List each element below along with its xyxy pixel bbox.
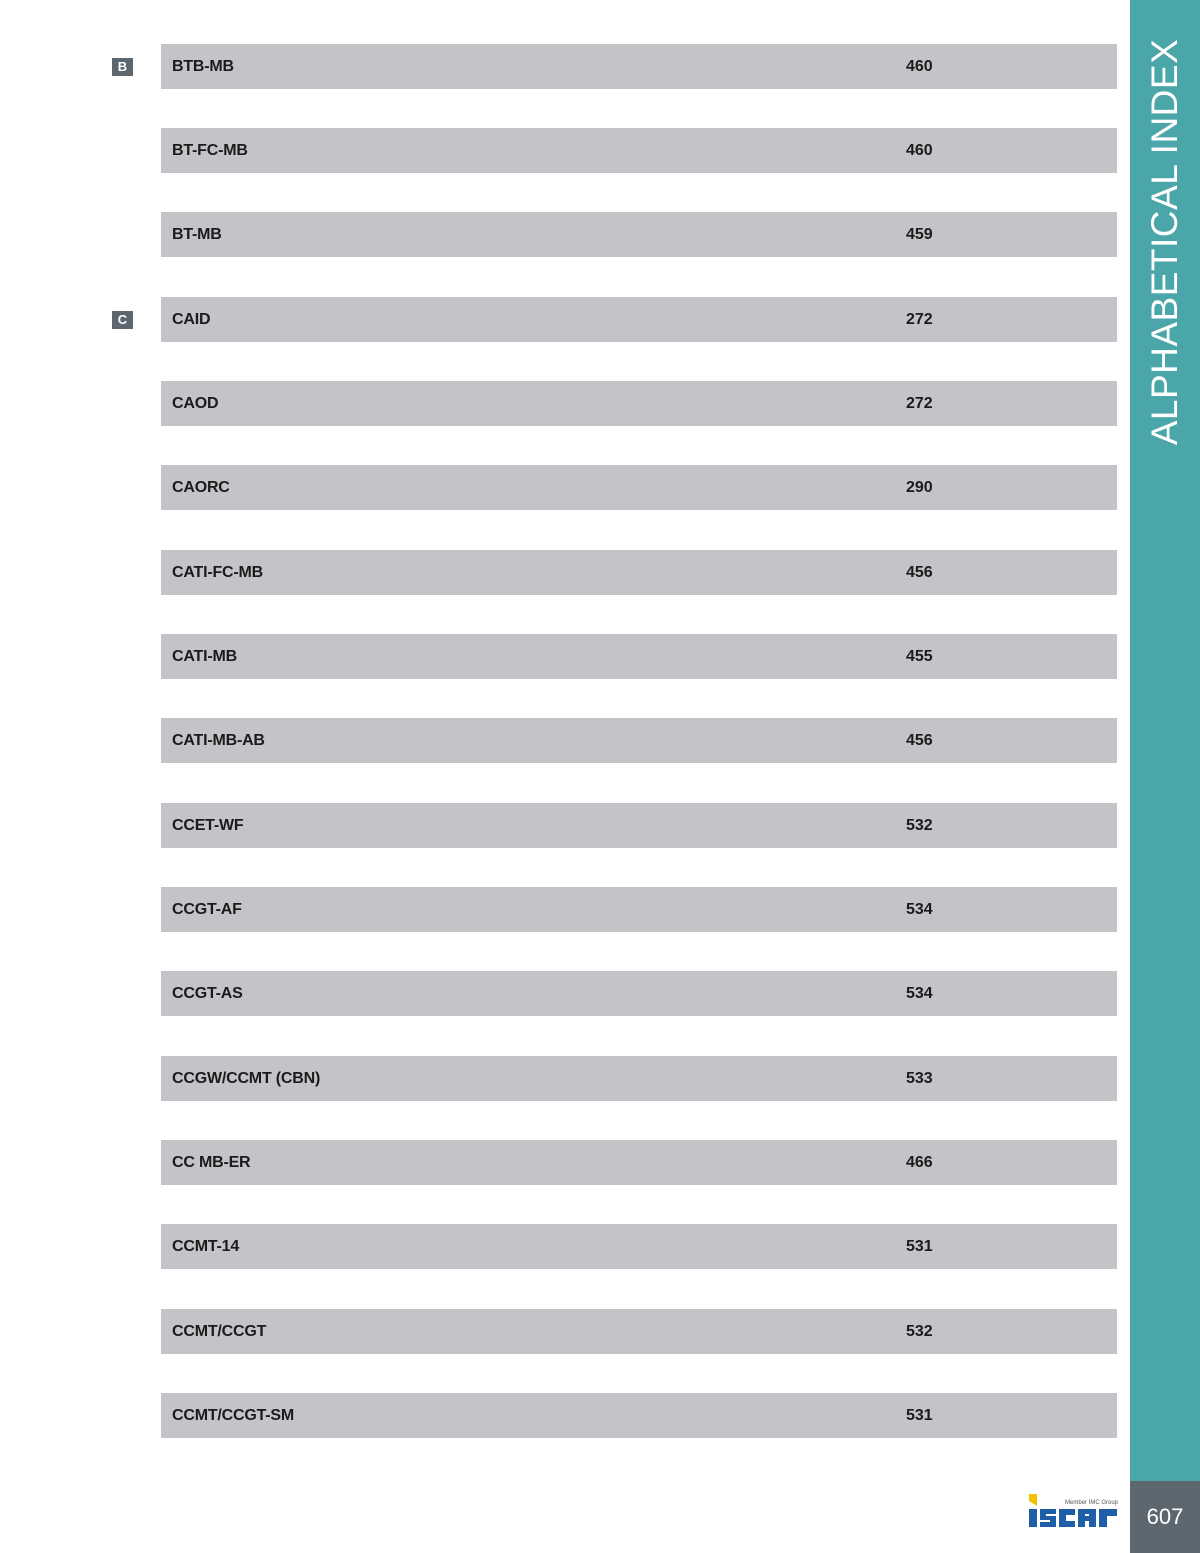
sidebar-tab — [1130, 0, 1200, 1481]
entry-name: BTB-MB — [172, 58, 234, 75]
logo-letter-c — [1059, 1509, 1075, 1527]
index-row — [161, 1309, 1117, 1354]
index-row — [161, 887, 1117, 932]
entry-name: CAID — [172, 311, 211, 328]
letter-badge: C — [112, 311, 133, 329]
entry-name: CCMT/CCGT — [172, 1323, 267, 1340]
index-row — [161, 1056, 1117, 1101]
entry-page: 466 — [906, 1154, 933, 1171]
entry-page: 534 — [906, 985, 933, 1002]
entry-page: 534 — [906, 901, 933, 918]
logo-caption: Member IMC Group — [1064, 1500, 1118, 1506]
entry-name: CAOD — [172, 395, 219, 412]
entry-name: CCGT-AF — [172, 901, 242, 918]
entry-name: CATI-MB — [172, 648, 237, 665]
entry-name: CCMT/CCGT-SM — [172, 1407, 295, 1424]
index-row — [161, 1140, 1117, 1185]
logo-yellow-mark — [1029, 1494, 1037, 1506]
entry-name: CCET-WF — [172, 817, 244, 834]
index-row — [161, 1393, 1117, 1438]
entry-page: 459 — [906, 226, 933, 243]
entry-page: 531 — [906, 1238, 933, 1255]
entry-page: 456 — [906, 564, 933, 581]
entry-page: 272 — [906, 311, 933, 328]
entry-name: CCGW/CCMT (CBN) — [172, 1070, 321, 1087]
index-row — [161, 1224, 1117, 1269]
logo-letter-s — [1040, 1509, 1056, 1527]
entry-name: CCGT-AS — [172, 985, 243, 1002]
entry-name: BT-MB — [172, 226, 222, 243]
index-row — [161, 381, 1117, 426]
entry-page: 456 — [906, 732, 933, 749]
iscar-logo-icon — [1026, 1492, 1120, 1530]
section-title: ALPHABETICAL INDEX — [1144, 38, 1185, 446]
index-row — [161, 44, 1117, 89]
entry-page: 272 — [906, 395, 933, 412]
letter-badge: B — [112, 58, 133, 76]
entry-page: 532 — [906, 1323, 933, 1340]
entry-name: CCMT-14 — [172, 1238, 240, 1255]
index-row — [161, 465, 1117, 510]
entry-page: 455 — [906, 648, 933, 665]
logo-letter-i — [1029, 1509, 1037, 1527]
page-number: 607 — [1130, 1481, 1200, 1553]
entry-page: 460 — [906, 58, 933, 75]
logo-letter-a — [1078, 1509, 1096, 1527]
index-row — [161, 212, 1117, 257]
index-row — [161, 803, 1117, 848]
entry-name: CC MB-ER — [172, 1154, 251, 1171]
entry-page: 532 — [906, 817, 933, 834]
index-row — [161, 718, 1117, 763]
entry-page: 533 — [906, 1070, 933, 1087]
entry-name: CATI-FC-MB — [172, 564, 264, 581]
index-row — [161, 550, 1117, 595]
logo-letter-r — [1099, 1509, 1117, 1527]
entry-page: 531 — [906, 1407, 933, 1424]
index-row — [161, 634, 1117, 679]
index-row — [161, 128, 1117, 173]
entry-name: CATI-MB-AB — [172, 732, 265, 749]
entry-name: CAORC — [172, 479, 230, 496]
entry-name: BT-FC-MB — [172, 142, 248, 159]
entry-page: 290 — [906, 479, 933, 496]
entry-page: 460 — [906, 142, 933, 159]
index-row — [161, 971, 1117, 1016]
index-row — [161, 297, 1117, 342]
